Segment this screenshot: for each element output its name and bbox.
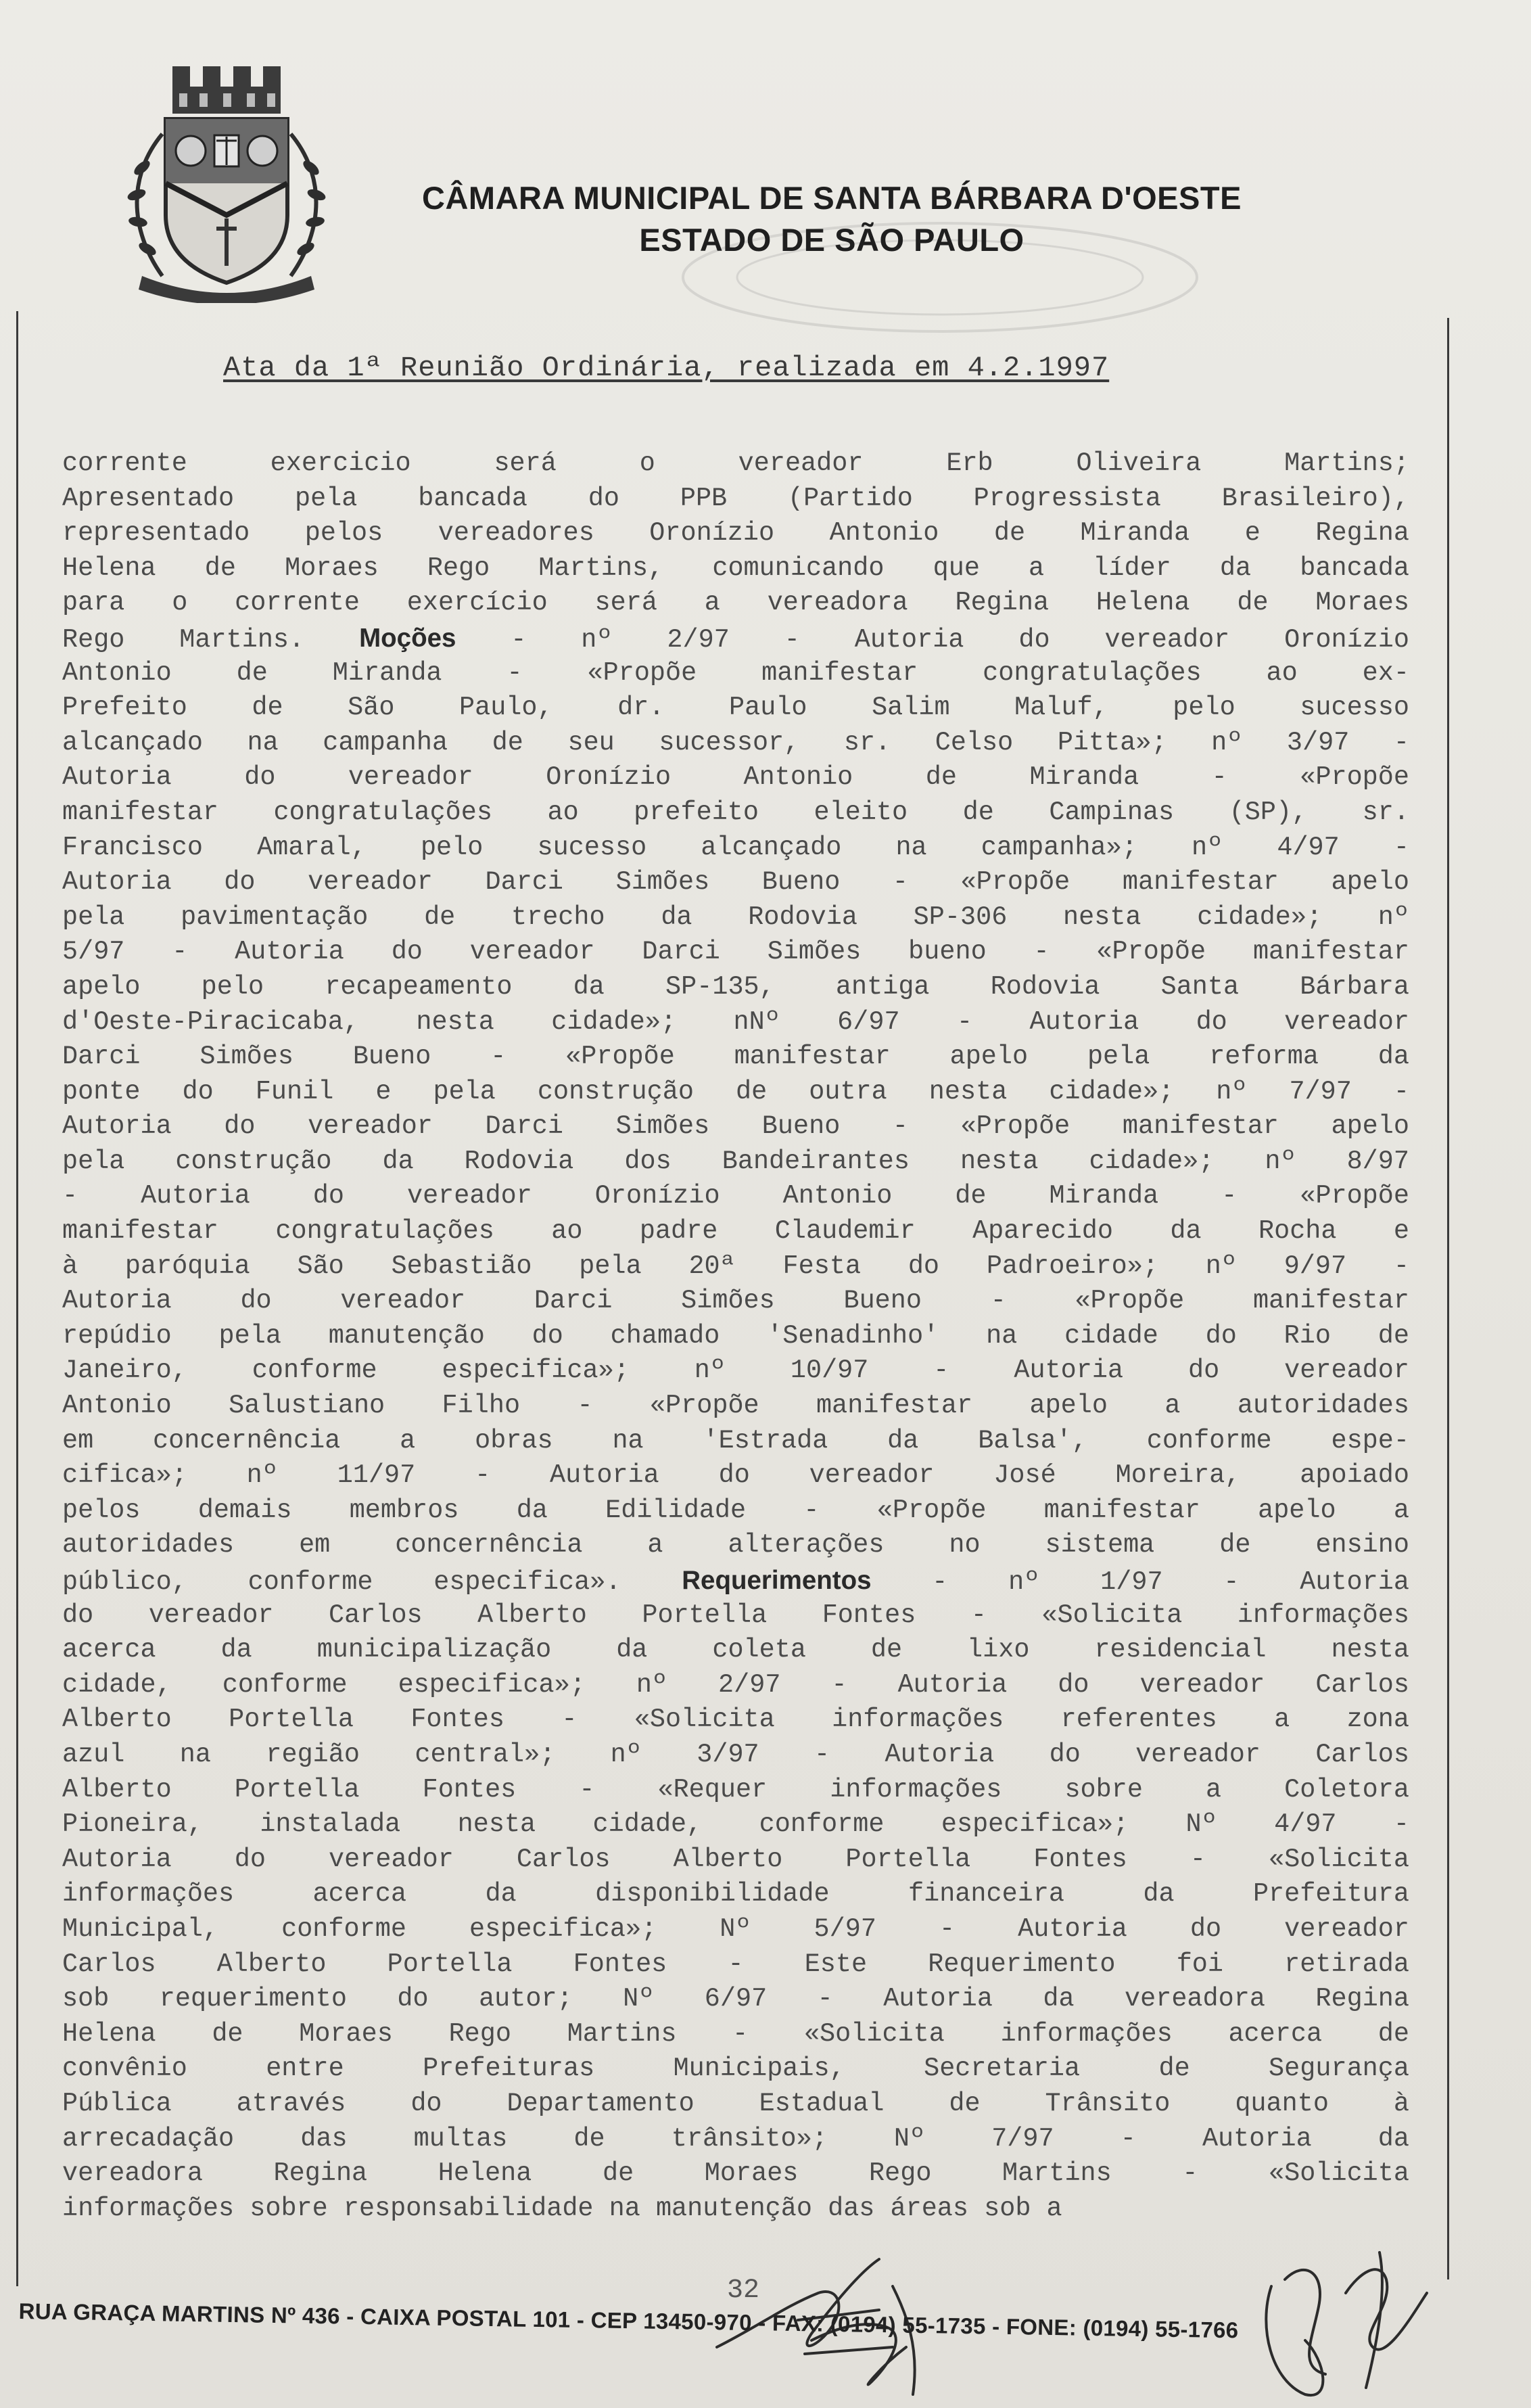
body-text-run: público, conforme especifica».: [62, 1567, 621, 1597]
body-line: arrecadação das multas de trânsito»; Nº 7/97 - Autoria da: [62, 2123, 1409, 2154]
body-line: pela pavimentação de trecho da Rodovia SP-306 nesta cidade»; nº: [62, 902, 1409, 932]
body-line: acerca da municipalização da coleta de lixo residencial nesta: [62, 1635, 1409, 1665]
body-line: manifestar congratulações ao prefeito eleito de Campinas (SP), sr.: [62, 797, 1409, 827]
body-line: Francisco Amaral, pelo sucesso alcançado na campanha»; nº 4/97 -: [62, 832, 1409, 862]
municipal-coat-of-arms-icon: [115, 60, 338, 303]
body-text-run: Rego Martins.: [62, 624, 305, 655]
body-line: para o corrente exercício será a vereadora Regina Helena de Moraes: [62, 588, 1409, 618]
body-line: Autoria do vereador Oronízio Antonio de Miranda - «Propõe: [62, 762, 1409, 793]
body-line: d'Oeste-Piracicaba, nesta cidade»; nNº 6/97 - Autoria do vereador: [62, 1006, 1409, 1037]
body-line: à paróquia São Sebastião pela 20ª Festa do Padroeiro»; nº 9/97 -: [62, 1251, 1409, 1281]
body-line: cidade, conforme especifica»; nº 2/97 - Autoria do vereador Carlos: [62, 1669, 1409, 1700]
body-line: informações sobre responsabilidade na manutenção das áreas sob a: [62, 2193, 1062, 2223]
body-line: representado pelos vereadores Oronízio Antonio de Miranda e Regina: [62, 518, 1409, 549]
body-line: Helena de Moraes Rego Martins - «Solicita informações acerca de: [62, 2018, 1409, 2049]
body-text-run: - nº 1/97 - Autoria: [932, 1567, 1409, 1597]
institution-header: [392, 177, 1271, 261]
body-line: corrente exercicio será o vereador Erb Oliveira Martins;: [62, 448, 1409, 478]
body-line: Antonio Salustiano Filho - «Propõe manifestar apelo a autoridades: [62, 1391, 1409, 1421]
body-line: azul na região central»; nº 3/97 - Autoria do vereador Carlos: [62, 1739, 1409, 1769]
body-line: manifestar congratulações ao padre Claudemir Aparecido da Rocha e: [62, 1216, 1409, 1247]
body-line: Alberto Portella Fontes - «Solicita informações referentes a zona: [62, 1705, 1409, 1735]
body-text-run: - nº 2/97 - Autoria do vereador Oronízio: [511, 624, 1409, 655]
body-line: pela construção da Rodovia dos Bandeirantes nesta cidade»; nº 8/97: [62, 1146, 1409, 1176]
body-line: Apresentado pela bancada do PPB (Partido Progressista Brasileiro),: [62, 483, 1409, 513]
body-line: Helena de Moraes Rego Martins, comunicando que a líder da bancada: [62, 553, 1409, 583]
handwritten-signature-2: [1244, 2232, 1447, 2401]
body-line: Alberto Portella Fontes - «Requer informações sobre a Coletora: [62, 1774, 1409, 1805]
body-line: apelo pelo recapeamento da SP-135, antiga Rodovia Santa Bárbara: [62, 971, 1409, 1002]
body-line: Prefeito de São Paulo, dr. Paulo Salim Maluf, pelo sucesso: [62, 693, 1409, 723]
body-line: Municipal, conforme especifica»; Nº 5/97 - Autoria do vereador: [62, 1914, 1409, 1944]
body-line: do vereador Carlos Alberto Portella Fontes - «Solicita informações: [62, 1600, 1409, 1630]
section-heading-mocoes: Moções: [359, 623, 456, 653]
section-heading-requerimentos: Requerimentos: [682, 1566, 872, 1595]
body-line: sob requerimento do autor; Nº 6/97 - Autoria da vereadora Regina: [62, 1984, 1409, 2014]
body-line: Autoria do vereador Darci Simões Bueno - «Propõe manifestar apelo: [62, 1111, 1409, 1142]
footer-address: RUA GRAÇA MARTINS Nº 436 - CAIXA POSTAL 101 - CEP 13450-970 - FAX: (0194) 55-1735 - FONE: (0194) 55-1766: [18, 2298, 1239, 2343]
minutes-body: [62, 446, 1409, 2226]
body-line: Pública através do Departamento Estadual de Trânsito quanto à: [62, 2088, 1409, 2118]
header-line-1: CÂMARA MUNICIPAL DE SANTA BÁRBARA D'OESTE: [422, 180, 1242, 216]
body-line-mocoes: [62, 621, 1409, 656]
minutes-title: Ata da 1ª Reunião Ordinária, realizada em 4.2.1997: [223, 352, 1110, 384]
body-line: vereadora Regina Helena de Moraes Rego Martins - «Solicita: [62, 2158, 1409, 2189]
left-margin-rule: [16, 311, 18, 2286]
body-line: Autoria do vereador Darci Simões Bueno - «Propõe manifestar: [62, 1286, 1409, 1316]
body-line: repúdio pela manutenção do chamado 'Senadinho' na cidade do Rio de: [62, 1320, 1409, 1351]
body-line: informações acerca da disponibilidade financeira da Prefeitura: [62, 1879, 1409, 1909]
body-line: pelos demais membros da Edilidade - «Propõe manifestar apelo a: [62, 1495, 1409, 1525]
body-line: autoridades em concernência a alterações no sistema de ensino: [62, 1530, 1409, 1560]
body-line-requerimentos: [62, 1563, 1409, 1598]
body-line: - Autoria do vereador Oronízio Antonio de Miranda - «Propõe: [62, 1181, 1409, 1211]
header-line-2: ESTADO DE SÃO PAULO: [639, 222, 1024, 258]
body-line: cifica»; nº 11/97 - Autoria do vereador José Moreira, apoiado: [62, 1460, 1409, 1491]
body-line: Autoria do vereador Darci Simões Bueno - «Propõe manifestar apelo: [62, 867, 1409, 898]
body-line: Darci Simões Bueno - «Propõe manifestar apelo pela reforma da: [62, 1042, 1409, 1072]
body-line: alcançado na campanha de seu sucessor, sr. Celso Pitta»; nº 3/97 -: [62, 727, 1409, 758]
body-line: ponte do Funil e pela construção de outra nesta cidade»; nº 7/97 -: [62, 1076, 1409, 1107]
body-line: convênio entre Prefeituras Municipais, Secretaria de Segurança: [62, 2054, 1409, 2084]
right-margin-rule: [1447, 318, 1449, 2279]
body-line: Autoria do vereador Carlos Alberto Portella Fontes - «Solicita: [62, 1844, 1409, 1874]
body-line: Pioneira, instalada nesta cidade, conforme especifica»; Nº 4/97 -: [62, 1809, 1409, 1840]
body-line: Carlos Alberto Portella Fontes - Este Requerimento foi retirada: [62, 1949, 1409, 1979]
body-line: Antonio de Miranda - «Propõe manifestar congratulações ao ex-: [62, 657, 1409, 688]
body-line: em concernência a obras na 'Estrada da Balsa', conforme espe-: [62, 1425, 1409, 1456]
body-line: 5/97 - Autoria do vereador Darci Simões bueno - «Propõe manifestar: [62, 937, 1409, 967]
page-number: 32: [727, 2275, 760, 2306]
body-line: Janeiro, conforme especifica»; nº 10/97 - Autoria do vereador: [62, 1356, 1409, 1386]
